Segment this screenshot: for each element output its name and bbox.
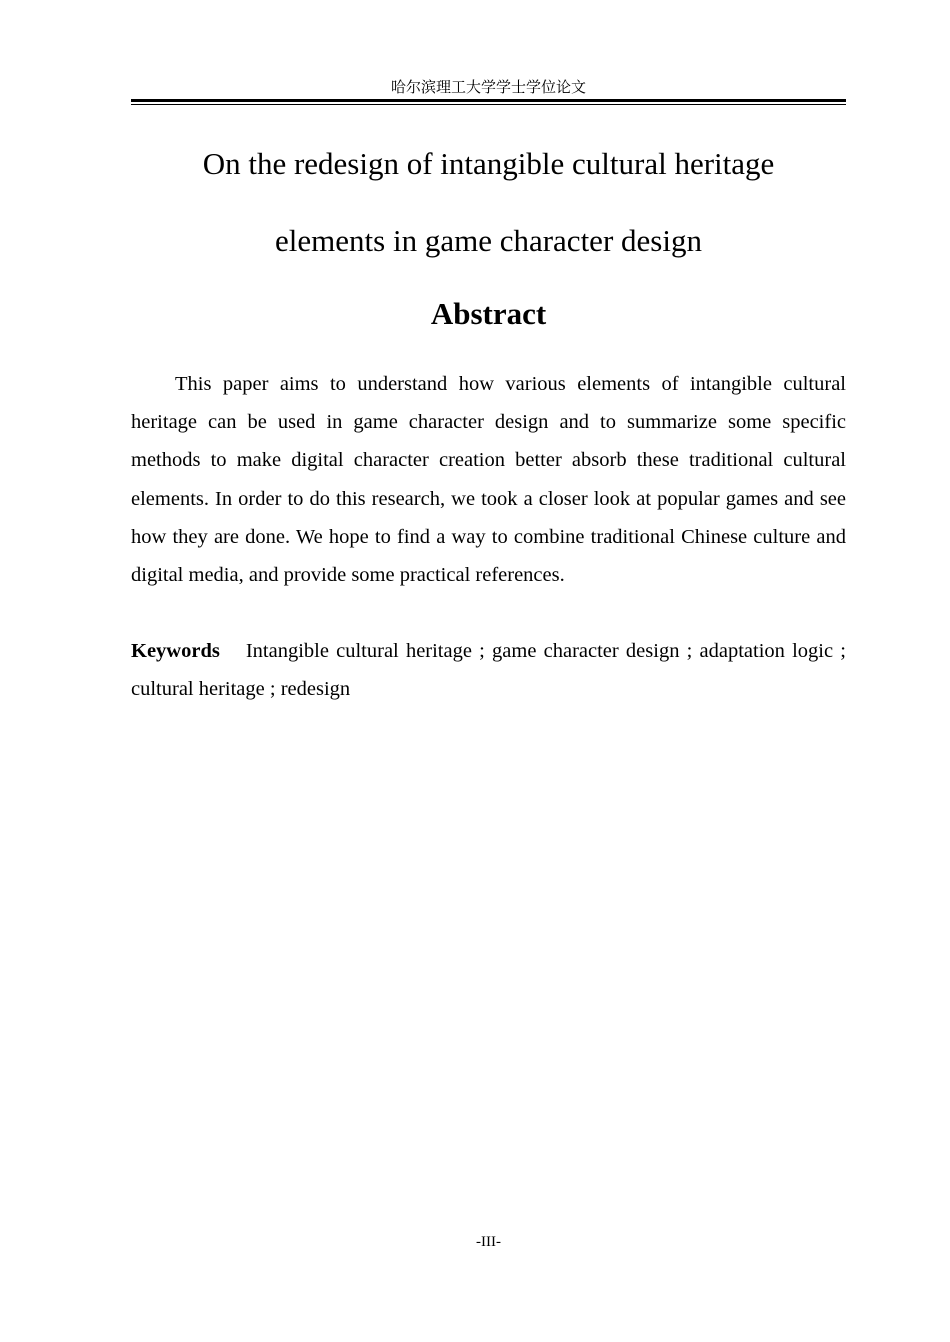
header-rule-thin: [131, 104, 846, 105]
header-rule-thick: [131, 99, 846, 102]
thesis-title-line-2: elements in game character design: [275, 223, 702, 258]
keywords-label: Keywords: [131, 640, 220, 662]
abstract-heading: Abstract: [430, 296, 547, 331]
running-header: 哈尔滨理工大学学士学位论文: [390, 78, 586, 96]
abstract-body: This paper aims to understand how various elements of intangible cultural heritage can be used in game character design and to summarize some specific methods to make digital character creation better absorb these traditional cultural elements. In order to do this research, we took a closer look at popular games and see how they are done. We hope to find a way to combine traditional Chinese culture and digital media, and provide some practical references.: [131, 373, 846, 587]
keywords-text: Intangible cultural heritage ; game character design ; adaptation logic ; cultural heritage ; redesign: [131, 640, 846, 701]
thesis-title-line-1: On the redesign of intangible cultural heritage: [202, 146, 775, 181]
page-number: -III-: [476, 1234, 501, 1250]
thesis-title: [131, 125, 846, 279]
keywords-paragraph: [131, 632, 846, 708]
